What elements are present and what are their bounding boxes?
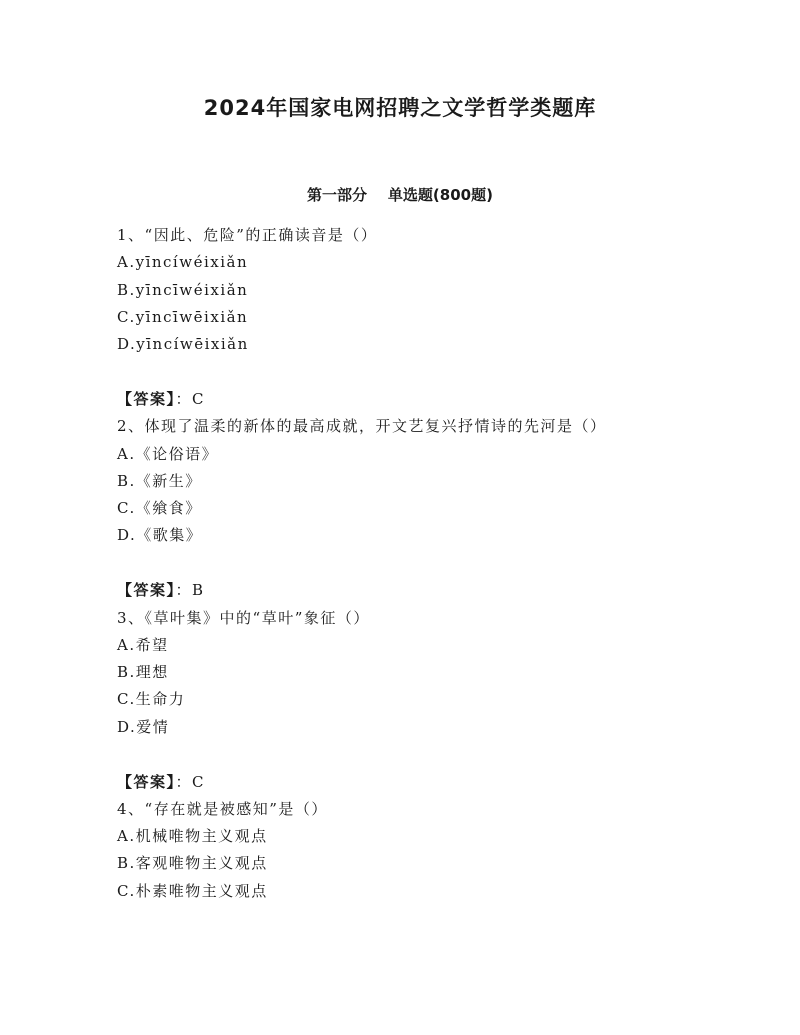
option-a: A.yīncíwéixiǎn (117, 253, 249, 272)
question-stem: 3、《草叶集》中的“草叶”象征（） (117, 608, 370, 627)
question-stem: 4、“存在就是被感知”是（） (117, 799, 328, 818)
answer-label: 【答案】 (117, 581, 176, 600)
answer-label: 【答案】 (117, 389, 176, 408)
answer-separator: ： (175, 772, 193, 791)
option-a: A.希望 (117, 635, 169, 654)
answer-line (117, 769, 740, 796)
answer-line (117, 386, 740, 413)
option-d: D.yīncíwēixiǎn (117, 335, 249, 354)
question-2 (117, 413, 740, 604)
option-b: B.理想 (117, 663, 169, 682)
option-c: C.朴素唯物主义观点 (117, 881, 268, 900)
answer-separator: ： (175, 389, 193, 408)
option-b: B.yīncīwéixiǎn (117, 280, 249, 299)
answer-separator: ： (175, 581, 193, 600)
answer-label: 【答案】 (117, 772, 176, 791)
answer-value: C (192, 389, 206, 408)
option-a: A.《论俗语》 (117, 444, 219, 463)
option-a: A.机械唯物主义观点 (117, 827, 268, 846)
option-b: B.《新生》 (117, 471, 202, 490)
answer-value: B (192, 581, 205, 600)
question-stem: 2、体现了温柔的新体的最高成就，开文艺复兴抒情诗的先河是（） (117, 417, 607, 436)
option-d: D.爱情 (117, 717, 170, 736)
option-c: C.生命力 (117, 690, 186, 709)
section-title: 第一部分 单选题(800题) (307, 186, 493, 204)
option-c: C.《飨食》 (117, 499, 202, 518)
question-3 (117, 605, 740, 796)
option-b: B.客观唯物主义观点 (117, 854, 268, 873)
answer-value: C (192, 772, 206, 791)
option-d: D.《歌集》 (117, 526, 203, 545)
document-title: 2024年国家电网招聘之文学哲学类题库 (203, 96, 597, 120)
option-c: C.yīncīwēixiǎn (117, 307, 249, 326)
answer-line (117, 577, 740, 604)
question-4 (117, 796, 740, 905)
question-stem: 1、“因此、危险”的正确读音是（） (117, 226, 378, 244)
question-list (117, 222, 740, 905)
question-1 (117, 222, 740, 413)
